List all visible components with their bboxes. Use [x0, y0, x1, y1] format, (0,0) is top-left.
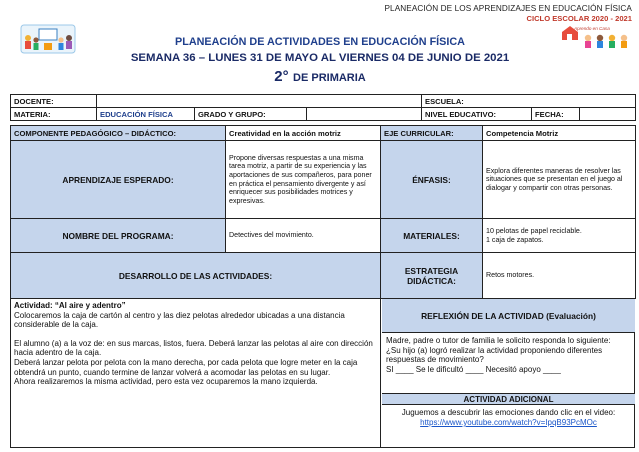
docente-label: DOCENTE: — [11, 95, 97, 108]
grade-title — [240, 68, 400, 86]
additional-body — [382, 406, 635, 447]
materiales-item: 1 caja de zapatos. — [486, 235, 544, 244]
classroom-logo-icon — [20, 24, 76, 54]
page-title: PLANEACIÓN DE ACTIVIDADES EN EDUCACIÓN FÍSICA — [175, 36, 465, 48]
escuela-value[interactable] — [532, 95, 636, 108]
grade-level: DE PRIMARIA — [293, 72, 366, 84]
activity-section — [10, 298, 635, 448]
grade-number: 2° — [274, 68, 289, 85]
estrategia-value: Retos motores. — [483, 253, 636, 299]
grado-label: GRADO Y GRUPO: — [195, 108, 307, 121]
reflection-header: REFLEXIÓN DE LA ACTIVIDAD (Evaluación) — [382, 299, 635, 333]
programa-label: NOMBRE DEL PROGRAMA: — [11, 219, 226, 253]
video-link[interactable]: https://www.youtube.com/watch?v=IpqB93PcMOc — [420, 418, 597, 427]
materia-label: MATERIA: — [11, 108, 97, 121]
materiales-value — [483, 219, 636, 253]
enfasis-value: Explora diferentes maneras de resolver las situaciones que se presentan en el juego al dialogar y compartir con otras personas. — [483, 141, 636, 219]
grado-value[interactable] — [307, 108, 422, 121]
componente-label: COMPONENTE PEDAGÓGICO – DIDÁCTICO: — [11, 126, 226, 141]
escuela-label: ESCUELA: — [422, 95, 532, 108]
componente-value: Creatividad en la acción motriz — [226, 126, 381, 141]
reflection-options: SI ____ Se le dificultó ____ Necesitó apoyo ____ — [386, 364, 561, 374]
reflection-line: ¿Su hijo (a) logró realizar la actividad proponiendo diferentes respuestas de movimiento? — [386, 345, 603, 365]
materiales-label: MATERIALES: — [381, 219, 483, 253]
week-title: SEMANA 36 – LUNES 31 DE MAYO AL VIERNES 04 DE JUNIO DE 2021 — [130, 52, 510, 64]
activity-paragraph: Colocaremos la caja de cartón al centro y las diez pelotas alrededor ubicadas a una distancia considerable de la caja. — [14, 310, 345, 330]
activity-paragraph: Deberá lanzar pelota por pelota con la mano derecha, por cada pelota que logre meter en la caja obtendrá un punto, cuando termine de lanzar volverá a acomodar las pelotas en su lugar. — [14, 357, 358, 377]
aprendizaje-value: Propone diversas respuestas a una misma tarea motriz, a partir de su experiencia y las aportaciones de sus compañeros, para poner en práctica el pensamiento divergente y así enriquecer sus posibilidades motrices y expresivas. — [226, 141, 381, 219]
fecha-value[interactable] — [580, 108, 636, 121]
aprendizaje-label: APRENDIZAJE ESPERADO: — [11, 141, 226, 219]
school-cycle: CICLO ESCOLAR 2020 - 2021 — [526, 14, 632, 23]
activity-title: Actividad: “Al aire y adentro” — [14, 301, 126, 310]
reflection-line: Madre, padre o tutor de familia le solicito responda lo siguiente: — [386, 336, 611, 345]
desarrollo-label: DESARROLLO DE LAS ACTIVIDADES: — [11, 253, 381, 299]
additional-text: Juguemos a descubrir las emociones dando clic en el video: — [401, 408, 616, 417]
estrategia-label: ESTRATEGIA DIDÁCTICA: — [381, 253, 483, 299]
activity-paragraph: Ahora realizaremos la misma actividad, pero esta vez ocuparemos la mano izquierda. — [14, 377, 318, 387]
programa-value: Detectives del movimiento. — [226, 219, 381, 253]
planning-table — [10, 125, 636, 299]
nivel-label: NIVEL EDUCATIVO: — [422, 108, 532, 121]
eje-value: Competencia Motriz — [483, 126, 636, 141]
eje-label: EJE CURRICULAR: — [381, 126, 483, 141]
document-top-title: PLANEACIÓN DE LOS APRENDIZAJES EN EDUCACIÓN FÍSICA — [384, 4, 632, 13]
activity-paragraph: El alumno (a) a la voz de: en sus marcas, listos, fuera. Deberá lanzar las pelotas al aire con dirección hacia adentro de la caja. — [14, 338, 373, 358]
fecha-label: FECHA: — [532, 108, 580, 121]
docente-value[interactable] — [97, 95, 422, 108]
additional-header: ACTIVIDAD ADICIONAL — [382, 393, 635, 405]
logo-caption: Aprendo en Casa — [574, 26, 610, 31]
activity-description — [11, 299, 381, 447]
reflection-body — [382, 334, 635, 392]
teacher-info-table — [10, 94, 636, 121]
materia-value: EDUCACIÓN FÍSICA — [97, 108, 195, 121]
materiales-item: 10 pelotas de papel reciclable. — [486, 226, 582, 235]
enfasis-label: ÉNFASIS: — [381, 141, 483, 219]
aprendo-en-casa-logo — [560, 24, 632, 50]
